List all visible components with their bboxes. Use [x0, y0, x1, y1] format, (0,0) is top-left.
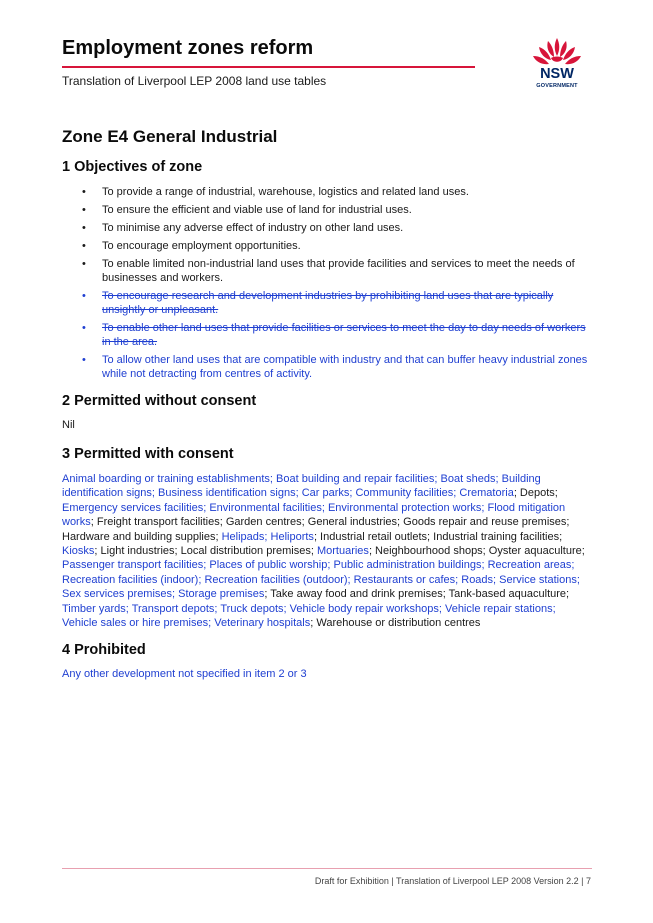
permitted-with-consent-text: [62, 472, 592, 630]
land-use-text: ; Warehouse or distribution centres: [310, 617, 481, 630]
land-use-text: ; Depots;: [513, 487, 558, 500]
inserted-land-use: Boat building and repair facilities;: [276, 473, 441, 485]
inserted-land-use: Transport depots;: [131, 602, 221, 615]
inserted-land-use: Car parks;: [301, 487, 356, 500]
land-use-text: ; Take away food and drink premises; Tank-based aquaculture;: [264, 588, 570, 601]
inserted-land-use: Veterinary hospitals: [214, 617, 311, 630]
land-use-text: ; Industrial retail outlets; Industrial training facilities;: [313, 530, 563, 543]
inserted-list-item: • To allow other land uses that are compatible with industry and that can buffer heavy industrial zones while not detracting from centres of activity.: [82, 354, 588, 380]
bullet-icon: •: [82, 322, 86, 334]
list-item: • To ensure the efficient and viable use of land for industrial uses.: [82, 204, 412, 216]
permitted-without-consent-text: Nil: [62, 419, 75, 431]
inserted-land-use: Sex services premises;: [62, 588, 179, 601]
inserted-land-use: Recreation facilities (indoor);: [62, 573, 205, 586]
list-item: • To encourage employment opportunities.: [82, 240, 301, 252]
title-divider: [62, 66, 475, 68]
inserted-land-use: Flood mitigation works: [62, 501, 566, 529]
inserted-land-use: Roads;: [461, 573, 500, 586]
bullet-icon: •: [82, 222, 86, 234]
inserted-land-use: Crematoria: [459, 487, 514, 500]
inserted-land-use: Places of public worship;: [209, 559, 334, 572]
inserted-land-use: Recreation facilities (outdoor);: [204, 573, 354, 586]
document-subtitle: Translation of Liverpool LEP 2008 land use tables: [62, 74, 327, 88]
inserted-land-use: Timber yards;: [62, 602, 132, 615]
permitted-with-consent-heading: 3 Permitted with consent: [62, 446, 234, 462]
inserted-land-use: Kiosks: [62, 545, 95, 558]
inserted-land-use: Helipads;: [221, 530, 271, 543]
list-item: • To provide a range of industrial, warehouse, logistics and related land uses.: [82, 186, 469, 198]
inserted-land-use: Storage premises: [178, 588, 265, 601]
page-footer: Draft for Exhibition | Translation of Liverpool LEP 2008 Version 2.2 | 7: [314, 876, 591, 886]
bullet-icon: •: [82, 240, 86, 252]
inserted-land-use: Community facilities;: [355, 487, 460, 500]
inserted-land-use: Animal boarding or training establishments;: [62, 473, 277, 485]
inserted-land-use: Building identification signs;: [62, 473, 541, 500]
zone-title: Zone E4 General Industrial: [62, 127, 278, 146]
inserted-land-use: Vehicle sales or hire premises;: [62, 617, 215, 630]
inserted-land-use: Environmental protection works;: [327, 501, 488, 514]
inserted-land-use: Environmental facilities;: [209, 501, 328, 514]
inserted-land-use: Public administration buildings;: [333, 559, 488, 572]
logo-wordmark: NSW: [540, 66, 574, 82]
inserted-land-use: Vehicle repair stations;: [444, 602, 556, 615]
bullet-icon: •: [82, 354, 86, 366]
inserted-land-use: Vehicle body repair workshops;: [289, 602, 445, 615]
bullet-icon: •: [82, 204, 86, 216]
bullet-icon: •: [82, 290, 86, 302]
permitted-without-consent-heading: 2 Permitted without consent: [62, 393, 257, 409]
inserted-land-use: Heliports: [270, 530, 314, 543]
objectives-heading: 1 Objectives of zone: [62, 159, 203, 175]
inserted-land-use: Mortuaries: [316, 545, 369, 558]
list-item: • To enable limited non-industrial land uses that provide facilities and services to meet the needs of businesses and workers.: [82, 258, 575, 284]
footer-divider: [62, 868, 592, 869]
inserted-land-use: Emergency services facilities;: [62, 501, 210, 514]
inserted-land-use: Business identification signs;: [158, 487, 302, 500]
inserted-land-use: Passenger transport facilities;: [62, 559, 210, 572]
deleted-list-item: • To enable other land uses that provide facilities or services to meet the day to day needs of workers in the area.: [82, 322, 586, 348]
land-use-text: ; Neighbourhood shops; Oyster aquaculture;: [368, 545, 585, 558]
list-item: • To minimise any adverse effect of industry on other land uses.: [82, 222, 404, 234]
inserted-land-use: Boat sheds;: [440, 473, 502, 485]
land-use-text: ; Light industries; Local distribution premises;: [94, 545, 317, 558]
inserted-land-use: Recreation areas;: [487, 559, 575, 572]
document-body: [62, 127, 592, 680]
prohibited-text: Any other development not specified in item 2 or 3: [62, 668, 307, 681]
logo-subtext: GOVERNMENT: [536, 83, 578, 89]
inserted-land-use: Truck depots;: [220, 602, 290, 615]
prohibited-heading: 4 Prohibited: [62, 642, 146, 659]
bullet-icon: •: [82, 186, 86, 198]
inserted-land-use: Restaurants or cafes;: [353, 573, 462, 586]
land-use-text: ; Freight transport facilities; Garden centres; General industries; Goods repair and reuse premises; Hardware and building supplies;: [62, 516, 570, 543]
document-title: Employment zones reform: [62, 37, 314, 59]
inserted-land-use: Service stations;: [499, 573, 580, 586]
bullet-icon: •: [82, 258, 86, 270]
objectives-list: [62, 185, 592, 381]
deleted-list-item: • To encourage research and development industries by prohibiting land uses that are typically unsightly or unpleasant.: [82, 290, 554, 316]
